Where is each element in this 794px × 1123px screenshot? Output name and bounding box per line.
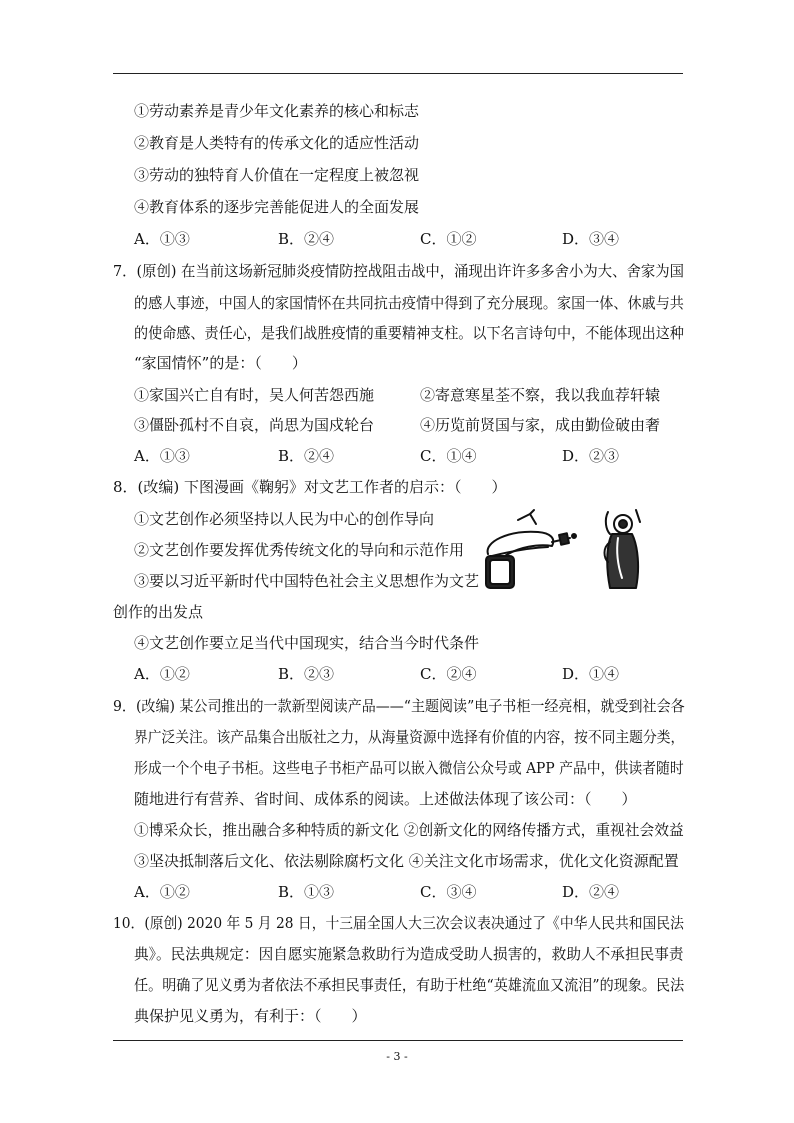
q9-stem-line-2: 界广泛关注。该产品集合出版社之力，从海量资源中选择有价值的内容，按不同主题分类， [134, 728, 685, 746]
q8-stem: 8．(改编) 下图漫画《鞠躬》对文艺工作者的启示：（ ） [113, 478, 507, 496]
prev-statement-3: ③劳动的独特育人价值在一定程度上被忽视 [134, 166, 420, 184]
q7-statement-3: ③僵卧孤村不自哀，尚思为国戍轮台 [134, 416, 375, 434]
q7-option-d: D．②③ [562, 447, 620, 465]
q10-stem-line-4: 典保护见义勇为，有利于：（ ） [134, 1007, 367, 1025]
footer-rule [113, 1040, 683, 1041]
q7-option-a: A．①③ [134, 447, 190, 465]
q9-stem-line-1: 9．(改编) 某公司推出的一款新型阅读产品——“主题阅读”电子书柜一经亮相，就受到社会各 [113, 697, 685, 715]
q7-stem-line-2: 的感人事迹，中国人的家国情怀在共同抗击疫情中得到了充分展现。家国一体、休戚与共 [134, 294, 684, 312]
header-rule [113, 73, 683, 74]
q9-option-a: A．①② [134, 883, 190, 901]
q7-stem-line-1: 7．(原创) 在当前这场新冠肺炎疫情防控战阻击战中，涌现出许许多多舍小为大、舍家为国 [113, 262, 684, 280]
q8-option-d: D．①④ [562, 665, 620, 683]
q8-statement-2: ②文艺创作要发挥优秀传统文化的导向和示范作用 [134, 541, 465, 559]
q8-option-c: C．②④ [420, 665, 477, 683]
q8-statement-3-cont: 创作的出发点 [113, 603, 204, 621]
q8-statement-1: ①文艺创作必须坚持以人民为中心的创作导向 [134, 510, 435, 528]
q9-stem-line-4: 随地进行有营养、省时间、成体系的阅读。上述做法体现了该公司：（ ） [134, 790, 637, 808]
prev-option-d: D．③④ [562, 230, 620, 248]
prev-statement-4: ④教育体系的逐步完善能促进人的全面发展 [134, 198, 420, 216]
q9-option-d: D．②④ [562, 883, 620, 901]
q7-option-b: B．②④ [278, 447, 335, 465]
q9-statements-row-1: ①博采众长，推出融合多种特质的新文化 ②创新文化的网络传播方式，重视社会效益 [134, 821, 684, 839]
q7-option-c: C．①④ [420, 447, 477, 465]
q8-option-a: A．①② [134, 665, 190, 683]
q7-stem-line-4: “家国情怀”的是：（ ） [134, 354, 307, 372]
prev-option-a: A．①③ [134, 230, 190, 248]
q7-statement-4: ④历览前贤国与家，成由勤俭破由奢 [420, 416, 661, 434]
bowing-cartoon-image [478, 502, 688, 594]
prev-statement-1: ①劳动素养是青少年文化素养的核心和标志 [134, 102, 420, 120]
q9-option-c: C．③④ [420, 883, 477, 901]
q7-statement-2: ②寄意寒星荃不察，我以我血荐轩辕 [420, 386, 661, 404]
q9-option-b: B．①③ [278, 883, 335, 901]
prev-statement-2: ②教育是人类特有的传承文化的适应性活动 [134, 134, 420, 152]
q9-statements-row-2: ③坚决抵制落后文化、依法剔除腐朽文化 ④关注文化市场需求，优化文化资源配置 [134, 852, 679, 870]
q10-stem-line-2: 典》。民法典规定：因自愿实施紧急救助行为造成受助人损害的，救助人不承担民事责 [134, 945, 684, 963]
q7-stem-line-3: 的使命感、责任心，是我们战胜疫情的重要精神支柱。以下名言诗句中，不能体现出这种 [134, 324, 684, 342]
prev-option-b: B．②④ [278, 230, 335, 248]
q10-stem-line-3: 任。明确了见义勇为者依法不承担民事责任，有助于杜绝“英雄流血又流泪”的现象。民法 [134, 976, 685, 994]
q7-statement-1: ①家国兴亡自有时，吴人何苦怨西施 [134, 386, 375, 404]
page-number: - 3 - [386, 1050, 408, 1063]
q8-statement-3: ③要以习近平新时代中国特色社会主义思想作为文艺 [134, 572, 480, 590]
q8-statement-4: ④文艺创作要立足当代中国现实，结合当今时代条件 [134, 634, 480, 652]
q9-stem-line-3: 形成一个个电子书柜。这些电子书柜产品可以嵌入微信公众号或 APP 产品中，供读者随时 [134, 759, 684, 777]
q10-stem-line-1: 10．(原创) 2020 年 5 月 28 日，十三届全国人大三次会议表决通过了《中华人民共和国民法 [113, 914, 684, 932]
q8-option-b: B．②③ [278, 665, 335, 683]
prev-option-c: C．①② [420, 230, 477, 248]
